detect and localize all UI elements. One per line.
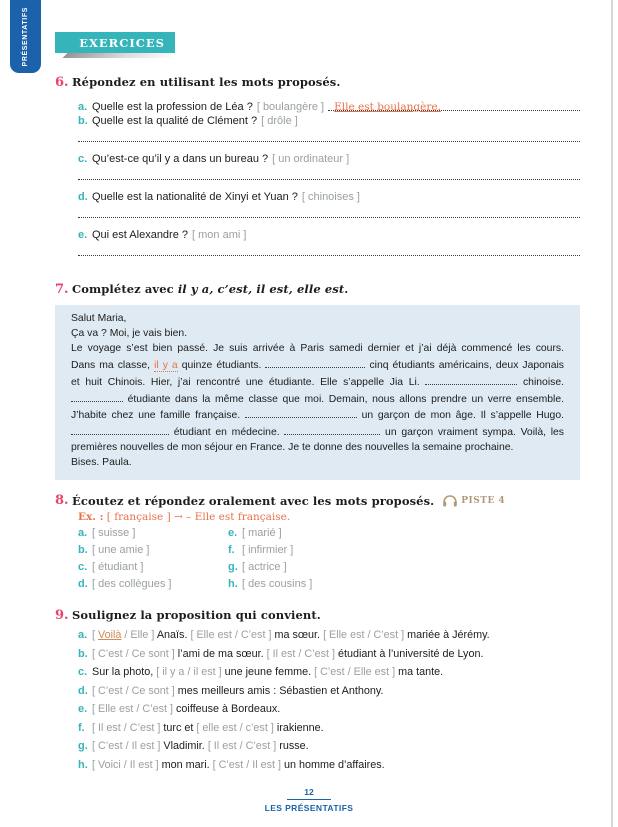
item-letter: e.	[228, 527, 238, 540]
chapter-side-tab	[10, 0, 41, 73]
item-letter: d.	[78, 191, 88, 203]
item-letter: d.	[78, 578, 88, 591]
choice-item	[78, 721, 580, 735]
word-hint: [ des collègues ]	[92, 578, 172, 591]
letter-line	[71, 441, 564, 456]
text-segment: Salut Maria,	[71, 313, 127, 324]
word-hint: [ actrice ]	[242, 561, 287, 574]
page-footer	[0, 787, 618, 813]
exercise-8-number: 8.	[55, 493, 69, 509]
word-hint: [ drôle ]	[261, 115, 298, 127]
text-segment: Dans ma classe,	[71, 359, 155, 371]
word-hint: [ mon ami ]	[192, 229, 247, 241]
item-letter: g.	[78, 740, 88, 753]
answer-dotted-line	[78, 217, 580, 218]
exercise-6-title: Répondez en utilisant les mots proposés.	[72, 75, 341, 89]
question-text: Quelle est la qualité de Clément ?	[92, 115, 258, 127]
answer-dotted-line	[78, 179, 580, 180]
answer-line	[328, 97, 580, 111]
text-segment: ma tante.	[395, 666, 444, 679]
word-option-item	[78, 544, 228, 556]
word-hint: [ suisse ]	[92, 527, 136, 540]
letter-line	[71, 407, 564, 424]
word-options-left-column	[78, 527, 228, 595]
letter-line	[71, 357, 564, 374]
answer-text: Elle est boulangère.	[334, 101, 441, 113]
text-segment: un homme d’affaires.	[281, 758, 385, 771]
text-segment: chinoise.	[517, 376, 564, 388]
item-letter: a.	[78, 527, 88, 540]
option-group: [ Il est / C’est ]	[92, 721, 161, 734]
item-letter: e.	[78, 229, 88, 241]
exercise-6-number: 6.	[55, 75, 69, 90]
question-item	[78, 97, 580, 113]
letter-line	[71, 391, 564, 408]
blank-field	[284, 424, 380, 435]
exercise-6-items	[55, 97, 580, 256]
text-segment: russe.	[276, 740, 309, 753]
chapter-side-tab-label: PRÉSENTATIFS	[22, 6, 29, 67]
word-options-grid	[78, 527, 580, 595]
item-letter: h.	[228, 578, 238, 591]
exercices-badge-label: EXERCICES	[79, 35, 165, 50]
text-segment: turc et	[160, 721, 197, 734]
exercise-8-section	[55, 493, 580, 595]
item-letter: g.	[228, 561, 238, 574]
option-group: [ il y a / il est ]	[156, 666, 222, 679]
exercise-9-section	[55, 608, 580, 772]
blank-field	[71, 391, 123, 402]
text-segment: mon mari.	[158, 758, 213, 771]
text-segment: cinq étudiants américains, deux Japonais	[365, 359, 564, 371]
option-group: [ Voici / Il est ]	[92, 758, 159, 771]
word-hint: [ étudiant ]	[92, 561, 144, 574]
example-text: [ française ] → – Elle est française.	[103, 511, 291, 524]
text-segment: l’ami de ma sœur.	[174, 647, 267, 660]
choice-item	[78, 702, 580, 716]
letter-line	[71, 312, 564, 327]
option-group: [ elle est / c’est ]	[196, 721, 274, 734]
footer-rule	[287, 799, 331, 800]
choice-text	[92, 721, 324, 735]
question-text: Qu’est-ce qu’il y a dans un bureau ?	[92, 153, 269, 165]
item-letter: c.	[78, 666, 88, 679]
exercise-7-number: 7.	[55, 282, 69, 297]
option-group: [ C’est / Elle est ]	[314, 666, 396, 679]
word-hint: [ des cousins ]	[242, 578, 313, 591]
choice-text	[92, 758, 385, 772]
word-option-item	[78, 578, 228, 590]
item-letter: b.	[78, 544, 88, 557]
item-letter: c.	[78, 561, 88, 574]
exercise-9-items	[55, 628, 580, 772]
letter-text-box	[55, 305, 580, 480]
item-letter: b.	[78, 115, 88, 127]
text-segment: étudiant à l’université de Lyon.	[335, 647, 484, 660]
letter-line	[71, 342, 564, 357]
example-answer: il y a	[154, 359, 178, 371]
text-segment: coiffeuse à Bordeaux.	[173, 703, 281, 716]
word-option-item	[228, 544, 458, 556]
letter-line	[71, 374, 564, 391]
exercise-8-title: Écoutez et répondez oralement avec les mots proposés.	[72, 493, 435, 508]
choice-item	[78, 758, 580, 772]
footer-section-label: LES PRÉSENTATIFS	[264, 803, 354, 813]
word-option-item	[78, 527, 228, 539]
option-group: [ C’est / Ce sont ]	[92, 647, 175, 660]
blank-field	[71, 424, 169, 435]
question-text: Quelle est la nationalité de Xinyi et Yuan ?	[92, 191, 298, 203]
exercise-9-title: Soulignez la proposition qui convient.	[72, 608, 321, 623]
text-segment: Sur la photo,	[92, 666, 157, 679]
question-text: Quelle est la profession de Léa ?	[92, 101, 253, 113]
word-option-item	[228, 561, 458, 573]
choice-text	[92, 702, 280, 716]
text-segment: premières nouvelles de mon séjour en France. Je te donne des nouvelles la semaine prochaine.	[71, 442, 514, 454]
text-segment: ma sœur.	[271, 629, 324, 642]
item-letter: c.	[78, 153, 88, 165]
question-item	[78, 191, 580, 203]
choice-item	[78, 647, 580, 661]
page-number: 12	[304, 787, 314, 797]
item-letter: b.	[78, 647, 88, 660]
word-option-item	[228, 578, 458, 590]
exercise-6-section	[55, 75, 580, 256]
word-hint: [ infirmier ]	[242, 544, 294, 557]
option-group: [ Il est / C’est ]	[207, 740, 277, 753]
blank-field	[265, 357, 365, 368]
text-segment: Vladimir.	[160, 740, 208, 753]
text-segment: étudiante dans la même classe que moi. Demain, nous allons prendre un verre ensemble.	[123, 393, 564, 405]
option-group: [ C’est / Il est ]	[212, 758, 282, 771]
text-segment: un garçon vraiment sympa. Voilà, les	[380, 427, 564, 439]
headphones-icon	[442, 494, 458, 508]
option-group: [ Elle est / C’est ]	[323, 629, 405, 642]
blank-field	[245, 407, 357, 418]
question-text: Qui est Alexandre ?	[92, 229, 189, 241]
exercise-9-number: 9.	[55, 608, 69, 624]
text-segment: Anaïs.	[154, 629, 191, 642]
blank-field	[425, 374, 517, 385]
text-segment: Le voyage s’est bien passé. Je suis arrivée à Paris samedi dernier et j’ai déjà commencé les cours.	[71, 342, 564, 354]
word-hint: [ marié ]	[242, 527, 282, 540]
choice-item	[78, 739, 580, 753]
letter-line	[71, 327, 564, 342]
word-option-item	[228, 527, 458, 539]
item-letter: f.	[228, 544, 235, 557]
choice-text	[92, 684, 383, 698]
text-segment: mes meilleurs amis : Sébastien et Anthony.	[174, 684, 384, 697]
exercise-7-section	[55, 282, 580, 480]
text-segment: J’habite chez une famille française.	[71, 410, 245, 422]
question-item	[78, 229, 580, 241]
item-letter: d.	[78, 684, 88, 697]
letter-line	[71, 456, 564, 471]
answer-dotted-line	[78, 141, 580, 142]
text-segment: étudiant en médecine.	[169, 427, 285, 439]
item-letter: h.	[78, 758, 88, 771]
word-option-item	[78, 561, 228, 573]
option-group: [ Il est / C’est ]	[266, 647, 336, 660]
choice-item	[78, 628, 580, 642]
text-segment: Ça va ? Moi, je vais bien.	[71, 327, 188, 339]
option-group: [	[92, 629, 98, 642]
word-hint: [ chinoises ]	[301, 191, 360, 203]
exercise-7-title: Complétez avec il y a, c’est, il est, elle est.	[72, 282, 349, 296]
option-group: [ C’est / Il est ]	[92, 740, 161, 753]
question-item	[78, 153, 580, 165]
text-segment: une jeune femme.	[221, 666, 315, 679]
exercices-badge	[55, 32, 175, 53]
page-edge-line	[611, 0, 613, 827]
question-item	[78, 115, 580, 127]
option-group: / Elle ]	[121, 629, 155, 642]
example-label: Ex. :	[78, 511, 104, 524]
choice-text	[92, 665, 443, 679]
choice-text	[92, 739, 309, 753]
piste-label: PISTE 4	[461, 495, 506, 506]
audio-indicator	[442, 494, 505, 508]
item-letter: e.	[78, 703, 88, 716]
word-hint: [ une amie ]	[92, 544, 150, 557]
underlined-choice: Voilà	[98, 629, 122, 642]
item-letter: a.	[78, 101, 88, 113]
choice-item	[78, 665, 580, 679]
text-segment: mariée à Jérémy.	[404, 629, 490, 642]
answer-dotted-line	[78, 255, 580, 256]
choice-item	[78, 684, 580, 698]
item-letter: a.	[78, 629, 88, 642]
word-hint: [ boulangère ]	[256, 101, 325, 113]
option-group: [ Elle est / C’est ]	[190, 629, 272, 642]
text-segment: quinze étudiants.	[177, 359, 266, 371]
text-segment: un garçon de mon âge. Il s’appelle Hugo.	[356, 410, 565, 422]
item-letter: f.	[78, 721, 85, 734]
text-segment: Bises. Paula.	[71, 457, 132, 469]
letter-line	[71, 424, 564, 441]
option-group: [ Elle est / C’est ]	[92, 703, 174, 716]
text-segment: et huit Chinois. Hier, j’ai rencontré une étudiante. Elle s’appelle Jia Li.	[71, 376, 426, 388]
choice-text	[92, 647, 483, 661]
choice-text	[92, 628, 490, 642]
example-line	[78, 511, 580, 523]
word-hint: [ un ordinateur ]	[272, 153, 350, 165]
option-group: [ C’est / Ce sont ]	[92, 684, 175, 697]
word-options-right-column	[228, 527, 458, 595]
text-segment: irakienne.	[273, 721, 324, 734]
